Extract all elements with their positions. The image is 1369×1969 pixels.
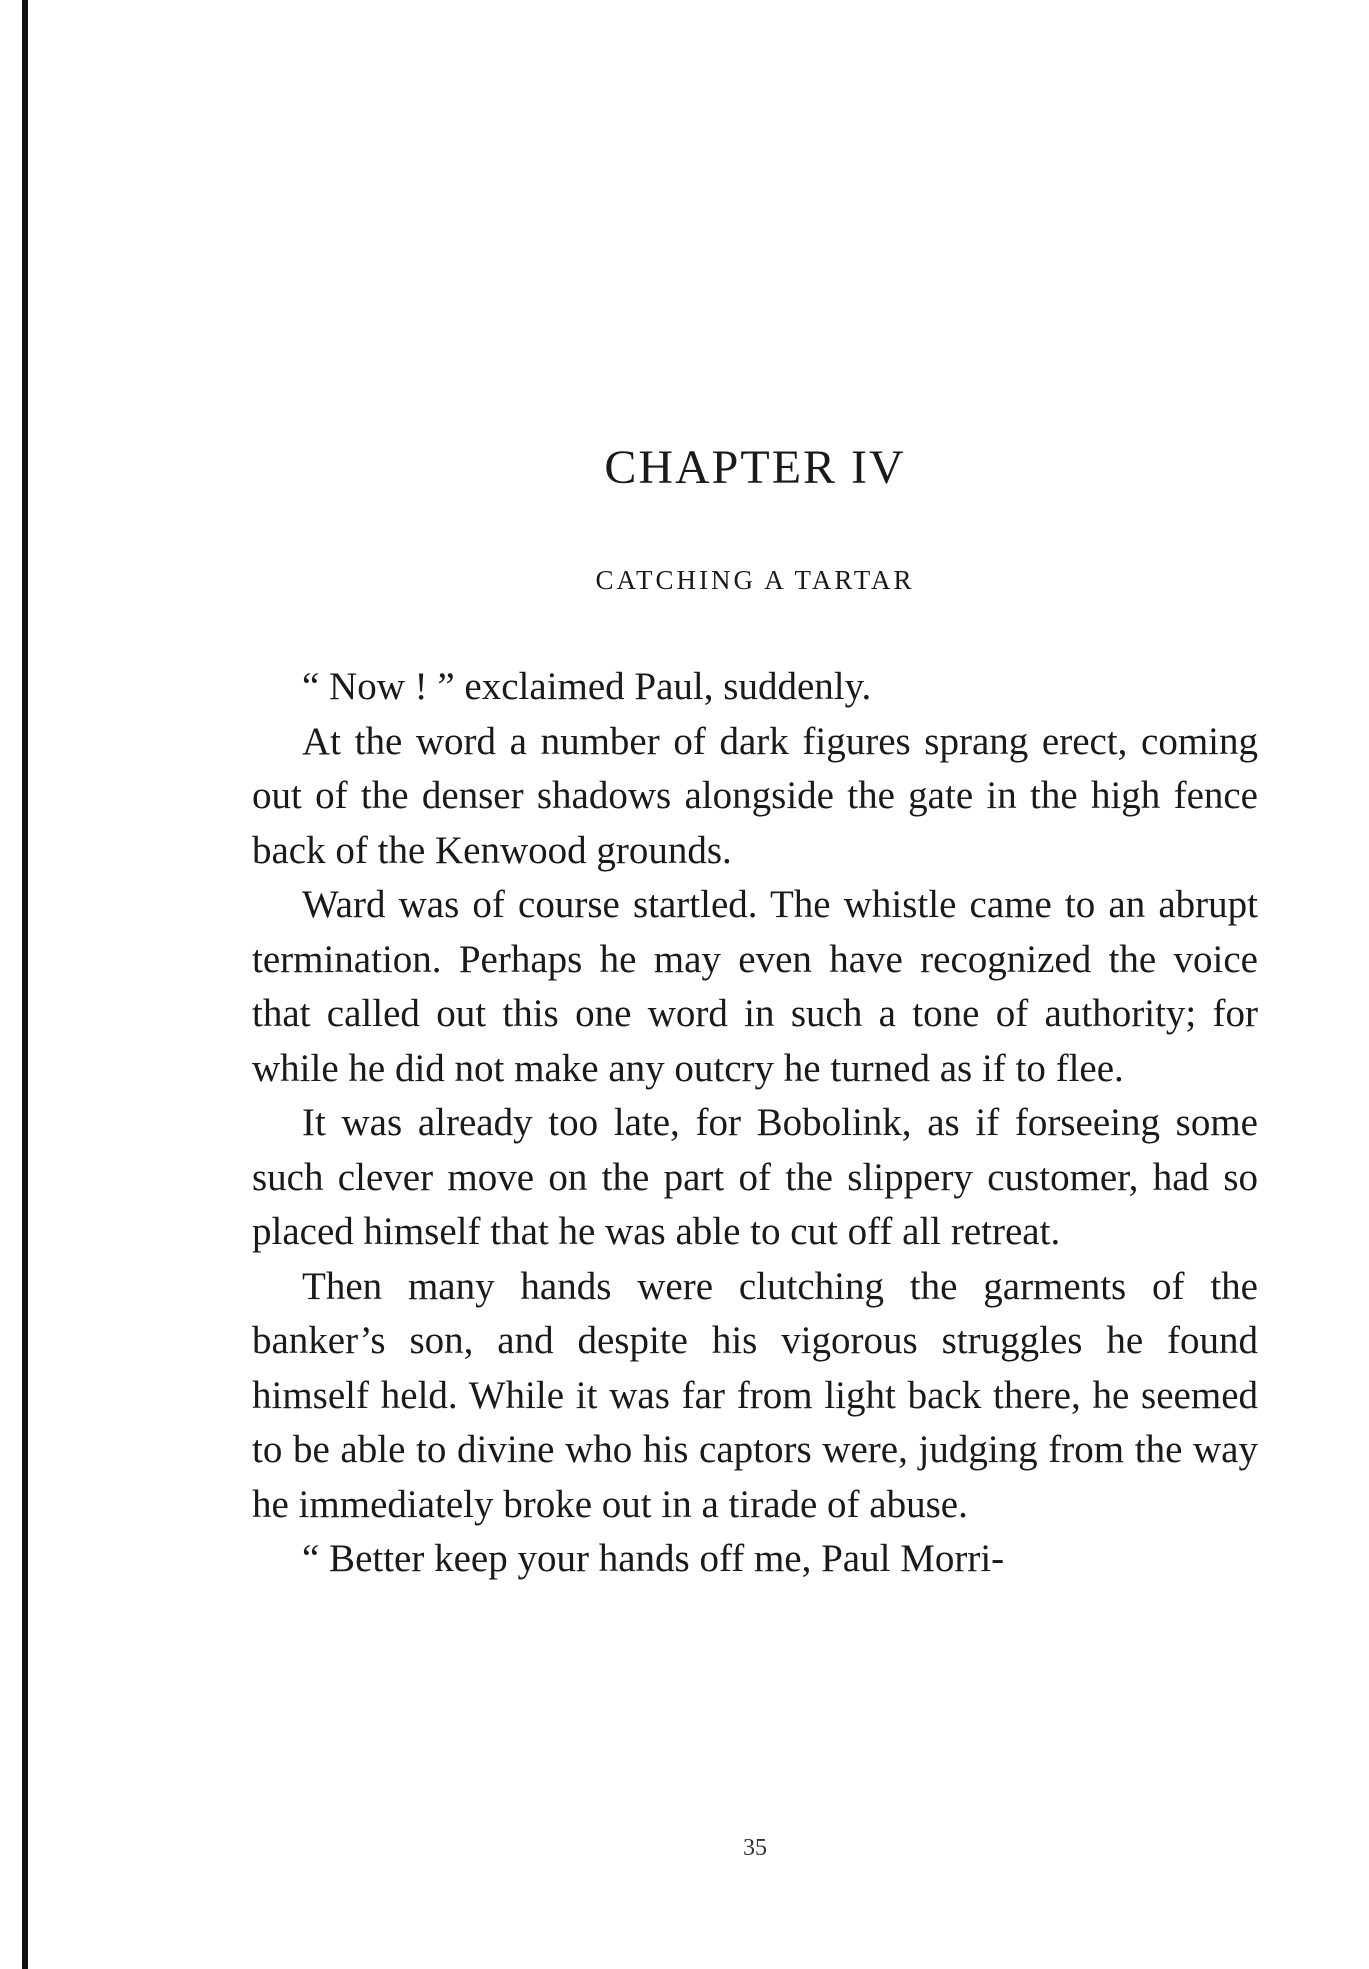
paragraph-4: It was already too late, for Bobolink, as if forseeing some such clever move on the part of the slippery customer, had so placed himself that he was able to cut off all retreat. bbox=[252, 1101, 1258, 1253]
paragraph-5: Then many hands were clutching the garments of the banker’s son, and despite his vigorous struggles he found himself held. While it was far from light back there, he seemed to be able to divine who his captors were, judging from the way he immediately broke out in a tirade of abuse. bbox=[252, 1264, 1258, 1526]
body-text bbox=[252, 660, 1258, 1587]
paragraph-2: At the word a number of dark figures sprang erect, coming out of the denser shadows alongside the gate in the high fence back of the Kenwood grounds. bbox=[252, 719, 1258, 872]
book-page bbox=[252, 0, 1258, 1969]
paragraph-3: Ward was of course startled. The whistle came to an abrupt termination. Perhaps he may even have recognized the voice that called out this one word in such a tone of authority; for while he did not make any outcry he turned as if to flee. bbox=[252, 883, 1258, 1090]
chapter-subtitle: CATCHING A TARTAR bbox=[595, 565, 915, 595]
page-number: 35 bbox=[743, 1835, 767, 1861]
paragraph-6: “ Better keep your hands off me, Paul Morri- bbox=[302, 1537, 1005, 1580]
paragraph-1: “ Now ! ” exclaimed Paul, suddenly. bbox=[302, 665, 872, 708]
chapter-title: CHAPTER IV bbox=[604, 441, 906, 494]
binding-edge bbox=[22, 0, 28, 1969]
